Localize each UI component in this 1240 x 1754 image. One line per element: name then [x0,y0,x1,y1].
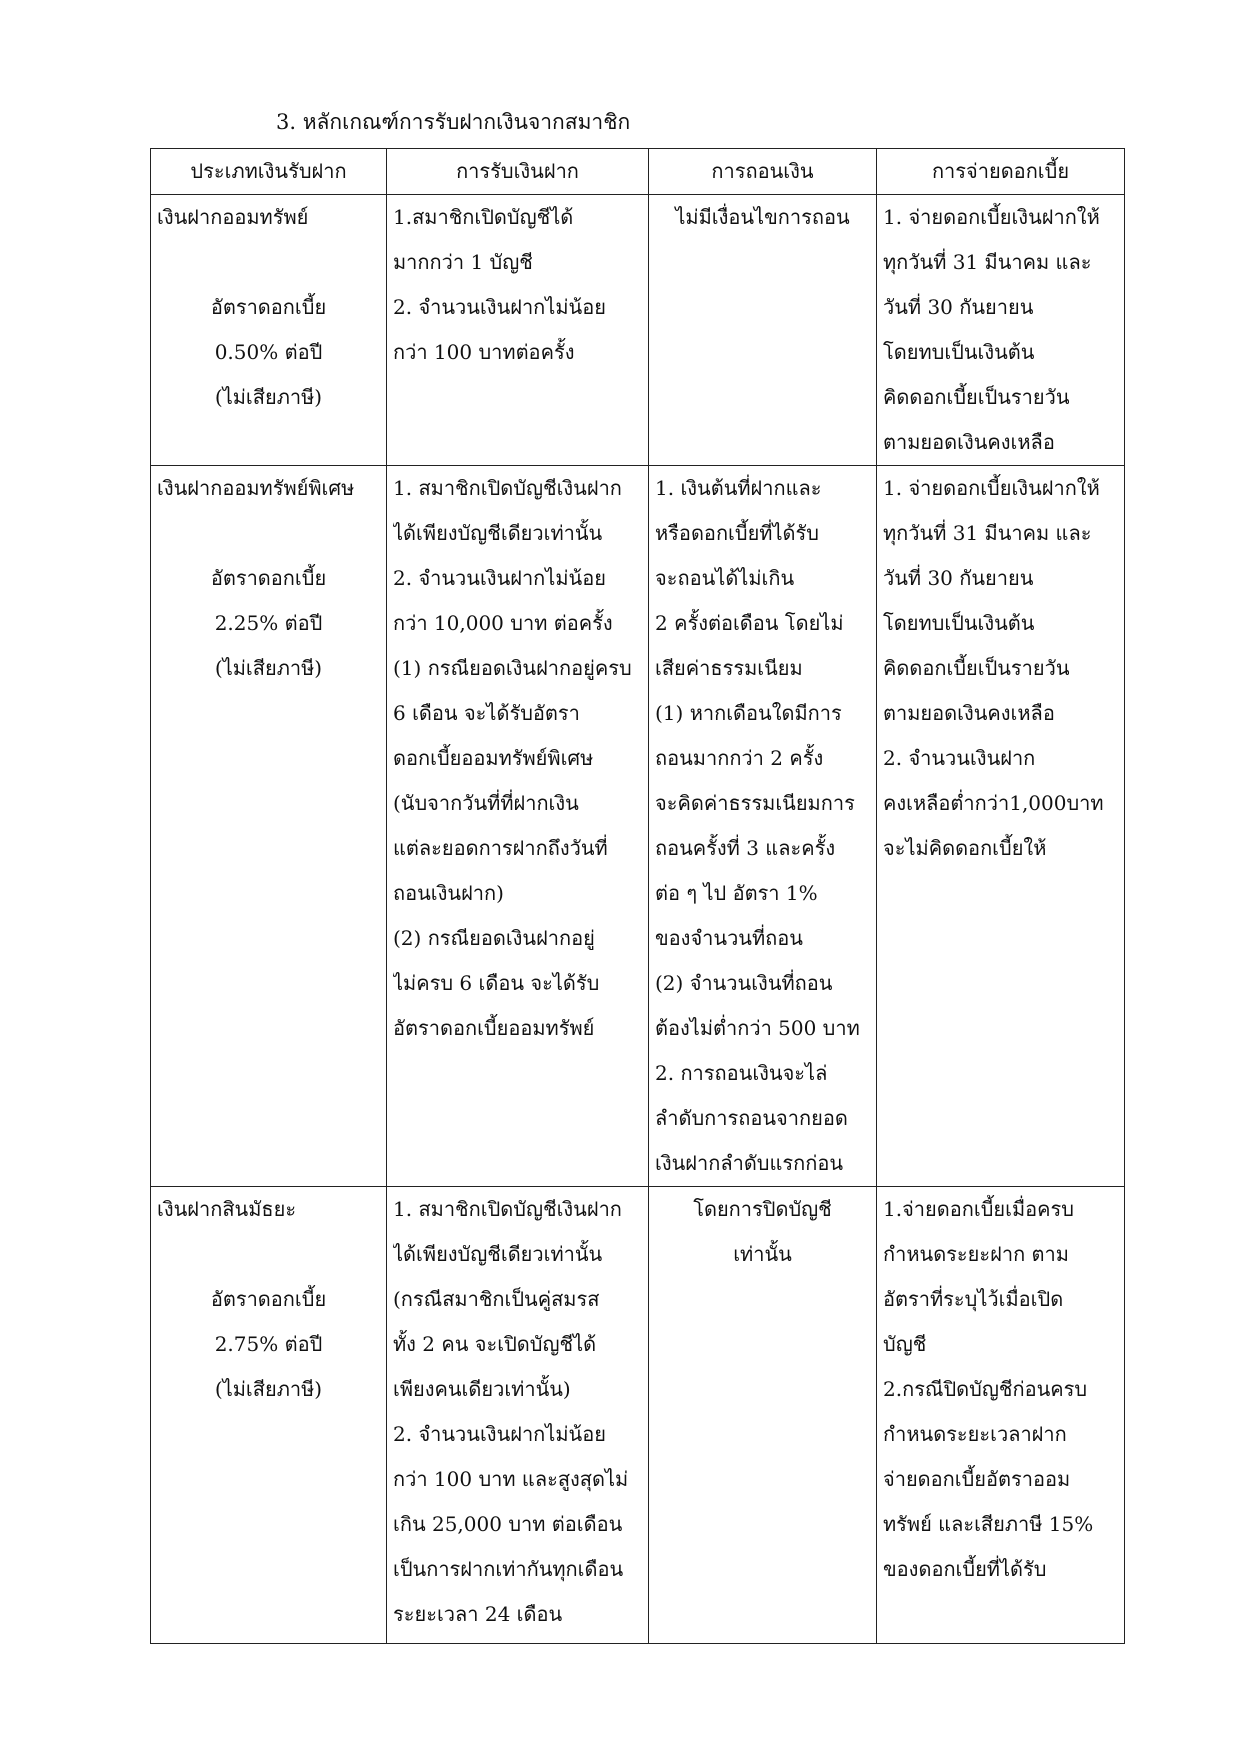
rule-line: เกิน 25,000 บาท ต่อเดือน [393,1512,623,1536]
rule-line: เป็นการฝากเท่ากันทุกเดือน [393,1557,624,1581]
rule-line: 2. จำนวนเงินฝาก [883,746,1036,770]
rule-line: ระยะเวลา 24 เดือน [393,1602,563,1626]
rule-line: 2. จำนวนเงินฝากไม่น้อย [393,566,606,590]
rate-value: 2.25% ต่อปี [214,611,323,635]
cell-withdraw-rules [649,1187,877,1644]
table-row-fixed-savings [151,1187,1125,1644]
rule-line: ได้เพียงบัญชีเดียวเท่านั้น [393,521,603,545]
rule-line: ของดอกเบี้ยที่ได้รับ [883,1557,1047,1581]
cell-deposit-type [151,1187,387,1644]
header-deposit-type: ประเภทเงินรับฝาก [151,149,387,195]
page-heading: 3. หลักเกณฑ์การรับฝากเงินจากสมาชิก [276,110,631,134]
rule-line: คงเหลือต่ำกว่า1,000บาท [883,791,1104,815]
header-interest-payment: การจ่ายดอกเบี้ย [877,149,1125,195]
deposit-type-name: เงินฝากสินมัธยะ [157,1197,297,1221]
rule-line: (นับจากวันที่ที่ฝากเงิน [393,791,579,815]
rule-line: 1. สมาชิกเปิดบัญชีเงินฝาก [393,476,622,500]
cell-deposit-type [151,195,387,466]
rate-label: อัตราดอกเบี้ย [210,295,327,319]
rule-line: ทุกวันที่ 31 มีนาคม และ [883,521,1092,545]
cell-deposit-rules [387,466,649,1187]
cell-interest-rules [877,195,1125,466]
rate-label: อัตราดอกเบี้ย [210,566,327,590]
rule-line: ถอนเงินฝาก) [393,881,504,905]
header-withdrawal: การถอนเงิน [649,149,877,195]
rule-line: จะถอนได้ไม่เกิน [655,566,795,590]
rule-line: บัญชี [883,1332,927,1356]
rule-line: วันที่ 30 กันยายน [883,566,1034,590]
rule-line: วันที่ 30 กันยายน [883,295,1034,319]
rule-line: 1. จ่ายดอกเบี้ยเงินฝากให้ [883,205,1100,229]
rule-line: (1) หากเดือนใดมีการ [655,701,842,725]
rule-line: (กรณีสมาชิกเป็นคู่สมรส [393,1287,600,1311]
rule-line: ทุกวันที่ 31 มีนาคม และ [883,250,1092,274]
rule-line: ตามยอดเงินคงเหลือ [883,430,1055,454]
rule-line: ไม่ครบ 6 เดือน จะได้รับ [393,971,600,995]
deposit-type-name: เงินฝากออมทรัพย์ [157,205,309,229]
rule-line: 1.จ่ายดอกเบี้ยเมื่อครบ [883,1197,1074,1221]
rule-line: โดยทบเป็นเงินต้น [883,611,1035,635]
rule-line: (2) จำนวนเงินที่ถอน [655,971,833,995]
cell-deposit-rules [387,195,649,466]
header-deposit-receiving: การรับเงินฝาก [387,149,649,195]
rule-line: (1) กรณียอดเงินฝากอยู่ครบ [393,656,632,680]
deposit-rules-table [150,148,1125,1644]
rule-line: ถอนมากกว่า 2 ครั้ง [655,746,824,770]
rule-line: กำหนดระยะฝาก ตาม [883,1242,1069,1266]
rule-line: ตามยอดเงินคงเหลือ [883,701,1055,725]
rule-line: ของจำนวนที่ถอน [655,926,803,950]
rule-line: ดอกเบี้ยออมทรัพย์พิเศษ [393,746,594,770]
rule-line: จะคิดค่าธรรมเนียมการ [655,791,855,815]
rule-line: 1. จ่ายดอกเบี้ยเงินฝากให้ [883,476,1100,500]
table-header-row [151,149,1125,195]
rule-line: เท่านั้น [733,1242,792,1266]
cell-withdraw-rules [649,195,877,466]
rule-line: ต่อ ๆ ไป อัตรา 1% [655,881,818,905]
rule-line: กว่า 10,000 บาท ต่อครั้ง [393,611,613,635]
rate-value: 0.50% ต่อปี [214,340,323,364]
rule-line: โดยทบเป็นเงินต้น [883,340,1035,364]
rule-line: ลำดับการถอนจากยอด [655,1106,848,1130]
rule-line: 6 เดือน จะได้รับอัตรา [393,701,580,725]
rule-line: อัตราที่ระบุไว้เมื่อเปิด [883,1287,1064,1311]
rule-line: ได้เพียงบัญชีเดียวเท่านั้น [393,1242,603,1266]
rule-line: ทั้ง 2 คน จะเปิดบัญชีได้ [393,1332,597,1356]
table-row-savings [151,195,1125,466]
rule-line: คิดดอกเบี้ยเป็นรายวัน [883,656,1070,680]
rule-line: มากกว่า 1 บัญชี [393,250,533,274]
cell-deposit-type [151,466,387,1187]
rate-label: อัตราดอกเบี้ย [210,1287,327,1311]
rule-line: ทรัพย์ และเสียภาษี 15% [883,1512,1094,1536]
rule-line: คิดดอกเบี้ยเป็นรายวัน [883,385,1070,409]
rule-line: กว่า 100 บาท และสูงสุดไม่ [393,1467,629,1491]
rule-line: 1. เงินต้นที่ฝากและ [655,476,822,500]
table-row-special-savings [151,466,1125,1187]
tax-note: (ไม่เสียภาษี) [214,385,323,409]
rule-line: 1. สมาชิกเปิดบัญชีเงินฝาก [393,1197,622,1221]
rule-line: ต้องไม่ต่ำกว่า 500 บาท [655,1016,860,1040]
rule-line: 1.สมาชิกเปิดบัญชีได้ [393,205,574,229]
rule-line: 2.กรณีปิดบัญชีก่อนครบ [883,1377,1088,1401]
rule-line: เสียค่าธรรมเนียม [655,656,803,680]
rule-line: จะไม่คิดดอกเบี้ยให้ [883,836,1047,860]
deposit-type-name: เงินฝากออมทรัพย์พิเศษ [157,476,355,500]
rule-line: ถอนครั้งที่ 3 และครั้ง [655,836,836,860]
rule-line: เงินฝากลำดับแรกก่อน [655,1151,844,1175]
rule-line: หรือดอกเบี้ยที่ได้รับ [655,521,819,545]
rule-line: 2. จำนวนเงินฝากไม่น้อย [393,295,606,319]
cell-interest-rules [877,466,1125,1187]
rule-line: จ่ายดอกเบี้ยอัตราออม [883,1467,1071,1491]
rule-line: อัตราดอกเบี้ยออมทรัพย์ [393,1016,595,1040]
rule-line: 2. การถอนเงินจะไล่ [655,1061,828,1085]
cell-interest-rules [877,1187,1125,1644]
rule-line: แต่ละยอดการฝากถึงวันที่ [393,836,608,860]
rule-line: (2) กรณียอดเงินฝากอยู่ [393,926,595,950]
rule-line: กำหนดระยะเวลาฝาก [883,1422,1067,1446]
rule-line: 2. จำนวนเงินฝากไม่น้อย [393,1422,606,1446]
rule-line: 2 ครั้งต่อเดือน โดยไม่ [655,611,844,635]
rule-line: เพียงคนเดียวเท่านั้น) [393,1377,571,1401]
rule-line: โดยการปิดบัญชี [693,1197,832,1221]
rule-line: กว่า 100 บาทต่อครั้ง [393,340,575,364]
rate-value: 2.75% ต่อปี [214,1332,323,1356]
tax-note: (ไม่เสียภาษี) [214,656,323,680]
tax-note: (ไม่เสียภาษี) [214,1377,323,1401]
cell-deposit-rules [387,1187,649,1644]
cell-withdraw-rules [649,466,877,1187]
rule-line: ไม่มีเงื่อนไขการถอน [675,205,850,229]
